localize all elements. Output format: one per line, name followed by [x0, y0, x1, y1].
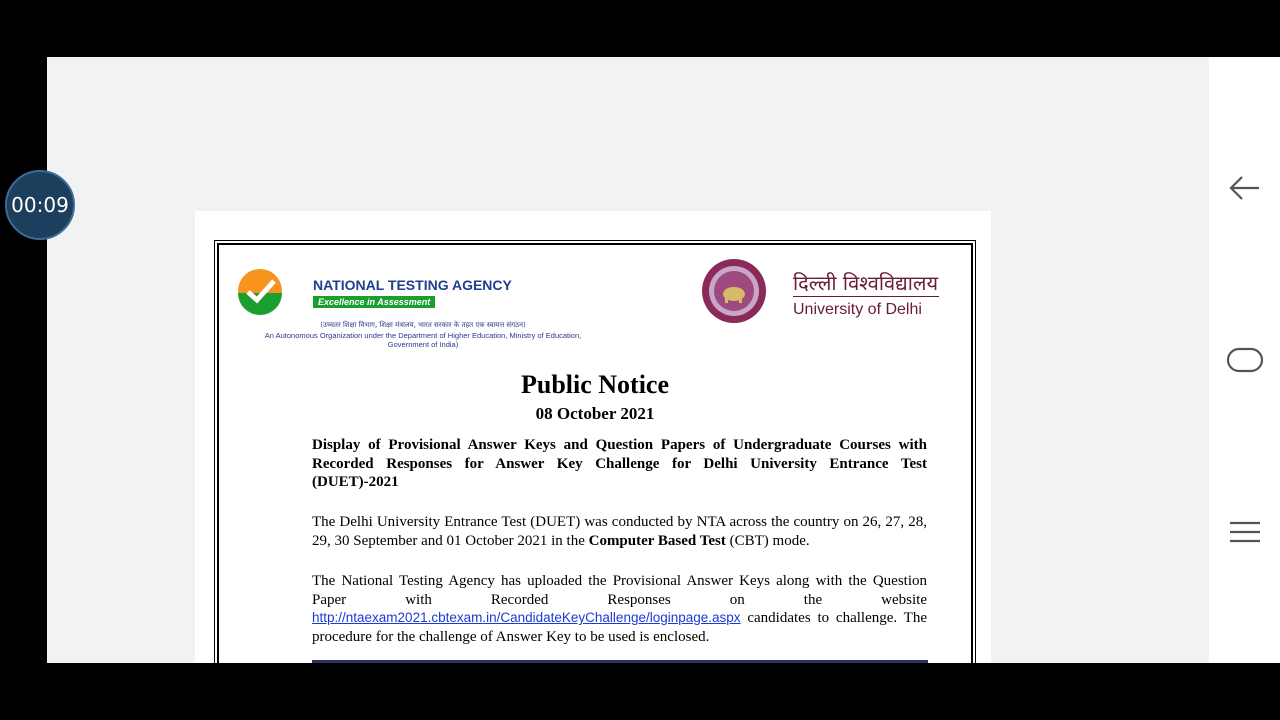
table-top-border	[312, 660, 928, 663]
para1-text-a: The Delhi University Entrance Test (DUET) was conducted by NTA across the country on 26, 27, 28, 29, 30 September and 01 October 2021 in the	[312, 514, 927, 549]
nta-subtitle	[253, 321, 593, 350]
para2-text-b: candidates to challenge. The procedure for the challenge of Answer Key to be used is enclosed.	[312, 610, 927, 645]
arrow-left-icon	[1229, 175, 1261, 201]
nta-logo	[236, 267, 284, 315]
notice-paragraph-1	[312, 513, 927, 550]
document-viewer[interactable]	[47, 57, 1209, 663]
recording-timer[interactable]: 00:09	[5, 170, 75, 240]
nta-tagline: Excellence in Assessment	[313, 296, 435, 308]
nta-english-sub: An Autonomous Organization under the Department of Higher Education, Ministry of Education, Government of India)	[264, 330, 582, 349]
home-button[interactable]	[1225, 340, 1265, 380]
para2-text-a: The National Testing Agency has uploaded the Provisional Answer Keys along with the Question Paper with Recorded Responses on the website	[312, 573, 927, 608]
document-page	[195, 211, 991, 663]
hamburger-menu-icon	[1229, 521, 1261, 543]
du-seal-logo	[701, 258, 767, 324]
du-hindi-name: दिल्ली विश्वविद्यालय	[793, 271, 939, 295]
du-english-name: University of Delhi	[793, 301, 922, 318]
page-border	[217, 243, 973, 663]
nta-name: NATIONAL TESTING AGENCY	[313, 277, 512, 293]
para1-bold: Computer Based Test	[588, 532, 726, 549]
notice-paragraph-2	[312, 572, 927, 646]
para1-text-b: (CBT) mode.	[725, 532, 810, 549]
du-divider	[793, 296, 939, 297]
menu-button[interactable]	[1225, 512, 1265, 552]
nta-hindi-sub: (उच्चतर शिक्षा विभाग, शिक्षा मंत्रालय, भारत सरकार के तहत एक स्वायत्त संगठन)	[320, 321, 526, 329]
notice-subject: Display of Provisional Answer Keys and Question Papers of Undergraduate Courses with Recorded Responses for Answer Key Challenge for Delhi University Entrance Test (DUET)-2021	[312, 437, 927, 490]
notice-date: 08 October 2021	[535, 404, 655, 423]
rounded-rect-icon	[1226, 347, 1264, 373]
notice-title: Public Notice	[520, 370, 670, 399]
navigation-bar	[1209, 57, 1280, 663]
back-button[interactable]	[1225, 168, 1265, 208]
answer-key-link[interactable]: http://ntaexam2021.cbtexam.in/CandidateKeyChallenge/loginpage.aspx	[312, 610, 741, 625]
